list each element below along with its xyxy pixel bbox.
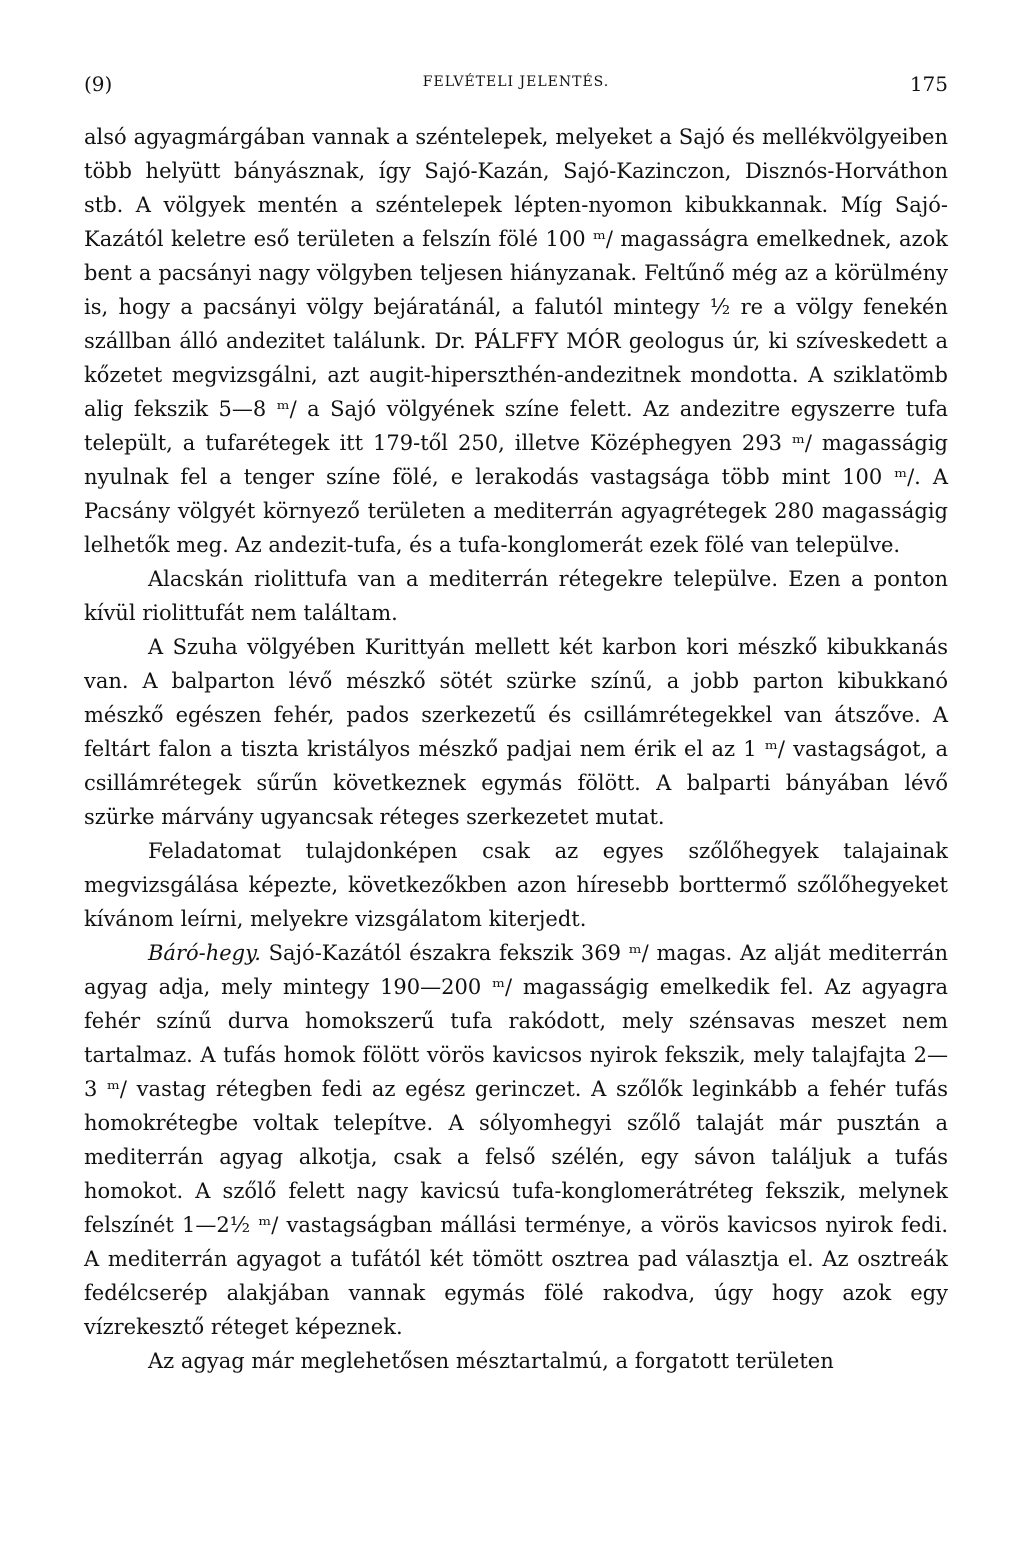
raro-hegy-heading: Báró-hegy. xyxy=(148,941,261,965)
page-number: 175 xyxy=(909,72,948,96)
paragraph-3: A Szuha völgyében Kurittyán mellett két karbon kori mészkő kibukkanás van. A balparton lévő mészkő sötét szürke színű, a jobb parton kibukkanó mészkő egészen fehér, pados szerkezetű és csillámrétegekkel van átszőve. A feltárt falon a tiszta kristályos mészkő padjai nem érik el az 1 ᵐ/ vastagságot, a csillámrétegek sűrűn következnek egymás fölött. A balparti bányában lévő szürke márvány ugyancsak réteges szerkezetet mutat. xyxy=(84,635,948,829)
raro-hegy-text: Sajó-Kazától északra fekszik 369 ᵐ/ magas. Az alját mediterrán agyag adja, mely mintegy 190—200 ᵐ/ magasságig emelkedik fel. Az agyagra fehér színű durva homokszerű tufa rakódott, mely szénsavas meszet nem tartalmaz. A tufás homok fölött vörös kavicsos nyirok fekszik, mely talajfajta 2—3 ᵐ/ vastag rétegben fedi az egész gerinczet. A szőlők leginkább a fehér tufás homokrétegbe voltak telepítve. A sólyomhegyi szőlő talaját már pusztán a mediterrán agyag alkotja, csak a felső szélén, egy sávon találjuk a tufás homokot. A szőlő felett nagy kavicsú tufa-konglomerátréteg fekszik, melynek felszínét 1—2½ ᵐ/ vastagságban mállási terménye, a vörös kavicsos nyirok fedi. A mediterrán agyagot a tufától két tömött osztrea pad választja el. Az osztreák fedélcserép alakjában vannak egymás fölé rakodva, úgy hogy azok egy vízrekesztő réteget képeznek. xyxy=(84,941,948,1339)
running-title: FELVÉTELI JELENTÉS. xyxy=(422,74,610,90)
page-section-number: (9) xyxy=(84,72,113,96)
paragraph-1: alsó agyagmárgában vannak a széntelepek, melyeket a Sajó és mellékvölgyeiben több helyütt bányásznak, így Sajó-Kazán, Sajó-Kazinczon, Disznós-Horváthon stb. A völgyek mentén a széntelepek lépten-nyomon kibukkannak. Míg Sajó-Kazától keletre eső területen a felszín fölé 100 ᵐ/ magasságra emelkednek, azok bent a pacsányi nagy völgyben teljesen hiányzanak. Feltűnő még az a körülmény is, hogy a pacsányi völgy bejáratánál, a falutól mintegy ½ re a völgy fenekén szállban álló andezitet találunk. Dr. PÁLFFY MÓR geologus úr, ki szíveskedett a kőzetet megvizsgálni, azt augit-hiperszthén-andezitnek mondotta. A sziklatömb alig fekszik 5—8 ᵐ/ a Sajó völgyének színe felett. Az andezitre egyszerre tufa települt, a tufarétegek itt 179-től 250, illetve Középhegyen 293 ᵐ/ magasságig nyulnak fel a tenger színe fölé, e lerakodás vastagsága több mint 100 ᵐ/. A Pacsány völgyét környező területen a mediterrán agyagrétegek 280 magasságig lelhetők meg. Az andezit-tufa, és a tufa-konglomerát ezek fölé van települve. xyxy=(84,125,948,557)
body-text xyxy=(84,120,948,1378)
paragraph-2: Alacskán riolittufa van a mediterrán rétegekre települve. Ezen a ponton kívül riolittufát nem találtam. xyxy=(84,567,948,625)
running-header xyxy=(84,72,948,102)
paragraph-4: Feladatomat tulajdonképen csak az egyes szőlőhegyek talajainak megvizsgálása képezte, következőkben azon híresebb borttermő szőlőhegyeket kívánom leírni, melyekre vizsgálatom kiterjedt. xyxy=(84,839,948,931)
paragraph-raro-hegy xyxy=(84,936,948,1344)
paragraph-last: Az agyag már meglehetősen mésztartalmú, a forgatott területen xyxy=(148,1349,834,1373)
